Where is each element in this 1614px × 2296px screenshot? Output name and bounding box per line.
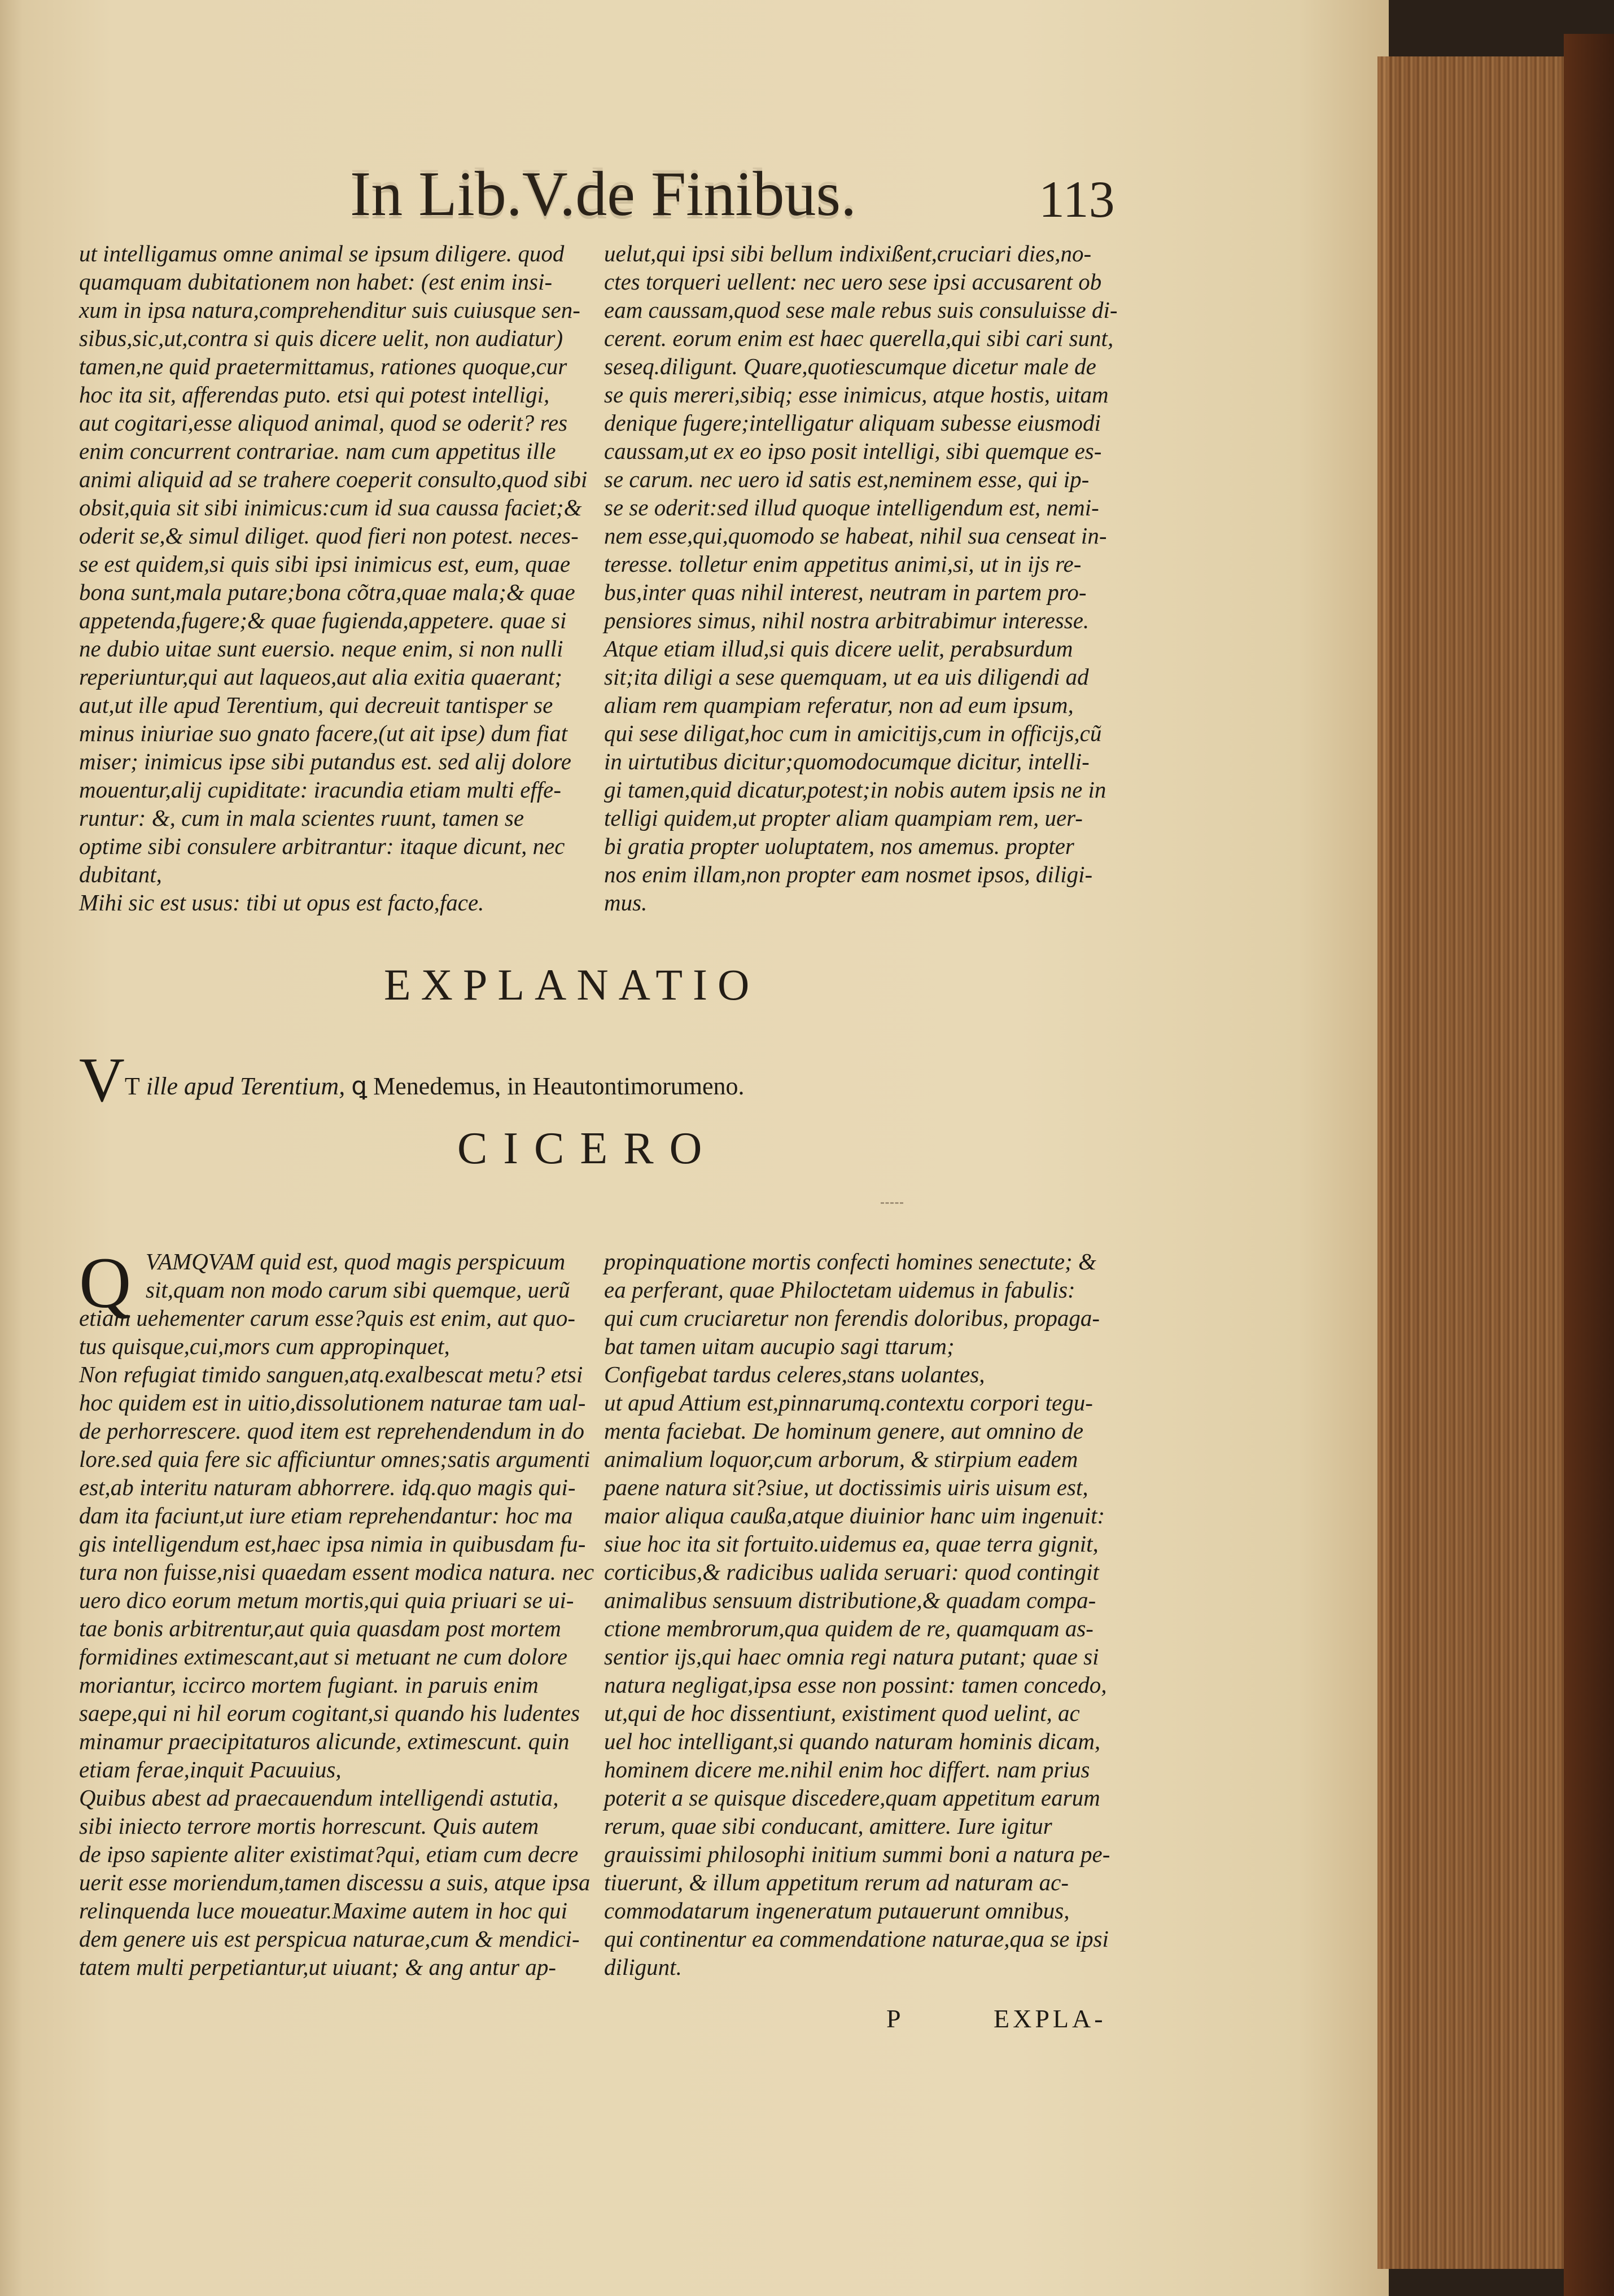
text-line: rerum, quae sibi conducant, amittere. Iure igitur bbox=[604, 1813, 1052, 1839]
text-line: est,ab interitu naturam abhorrere. idq.quo magis qui- bbox=[79, 1474, 576, 1500]
text-line: se quis mereri,sibiq; esse inimicus, atque hostis, uitam bbox=[604, 382, 1109, 408]
text-line: seseq.diligunt. Quare,quotiescumque dicetur male de bbox=[604, 353, 1096, 379]
text-line: tatem multi perpetiantur,ut uiuant; & ang antur ap- bbox=[79, 1954, 557, 1980]
heading-cicero: CICERO bbox=[457, 1124, 718, 1173]
text-line: pensiores simus, nihil nostra arbitrabimur interesse. bbox=[604, 607, 1090, 633]
text-line: ctes torqueri uellent: nec uero sese ipsi accusarent ob bbox=[604, 269, 1102, 295]
text-line: Non refugiat timido sanguen,atq.exalbescat metu? etsi bbox=[79, 1361, 583, 1387]
text-line: enim concurrent contrariae. nam cum appetitus ille bbox=[79, 438, 556, 464]
text-line: commodatarum ingeneratum putauerunt omnibus, bbox=[604, 1898, 1070, 1923]
text-line: Quibus abest ad praecauendum intelligendi astutia, bbox=[79, 1785, 559, 1811]
text-line: uero dico eorum metum mortis,qui quia priuari se ui- bbox=[79, 1587, 574, 1613]
text-line: uerit esse moriendum,tamen discessu a suis, atque ipsa bbox=[79, 1869, 591, 1895]
text-line: maior aliqua caußa,atque diuinior hanc uim ingenuit: bbox=[604, 1502, 1105, 1528]
text-line: relinquenda luce moueatur.Maxime autem in hoc qui bbox=[79, 1898, 567, 1923]
text-line: dubitant, bbox=[79, 861, 162, 887]
text-line: sit;ita diligi a sese quemquam, ut ea uis diligendi ad bbox=[604, 664, 1089, 690]
text-line: denique fugere;intelligatur aliquam subesse eiusmodi bbox=[604, 410, 1101, 436]
text-line: qui continentur ea commendatione naturae,qua se ipsi bbox=[604, 1926, 1109, 1952]
text-line: optime sibi consulere arbitrantur: itaque dicunt, nec bbox=[79, 833, 565, 859]
text-line: ut intelligamus omne animal se ipsum diligere. quod bbox=[79, 240, 565, 266]
text-line: hoc quidem est in uitio,dissolutionem naturae tam ual- bbox=[79, 1390, 586, 1416]
text-line: bona sunt,mala putare;bona cõtra,quae mala;& quae bbox=[79, 579, 575, 605]
text-line: grauissimi philosophi initium summi boni a natura pe- bbox=[604, 1841, 1110, 1867]
text-line: mus. bbox=[604, 890, 648, 915]
text-line: sibus,sic,ut,contra si quis dicere uelit, non audiatur) bbox=[79, 325, 563, 351]
text-line: sibi iniecto terrore mortis horrescunt. Quis autem bbox=[79, 1813, 539, 1839]
text-line: ut apud Attium est,pinnarumq.contextu corpori tegu- bbox=[604, 1390, 1093, 1416]
explanatio-roman: ꝗ Menedemus, in Heautontimorumeno. bbox=[345, 1072, 745, 1100]
text-line: appetenda,fugere;& quae fugienda,appetere. quae si bbox=[79, 607, 567, 633]
text-line: gis intelligendum est,haec ipsa nimia in quibusdam fu- bbox=[79, 1531, 586, 1557]
text-line: dem genere uis est perspicua naturae,cum & mendici- bbox=[79, 1926, 580, 1952]
text-line: aut cogitari,esse aliquod animal, quod se oderit? res bbox=[79, 410, 568, 436]
text-line: reperiuntur,qui aut laqueos,aut alia exitia quaerant; bbox=[79, 664, 562, 690]
page-number: 113 bbox=[1039, 170, 1115, 228]
text-line: siue hoc ita sit fortuito.uidemus ea, quae terra gignit, bbox=[604, 1531, 1099, 1557]
text-line: dam ita faciunt,ut iure etiam reprehendantur: hoc ma bbox=[79, 1502, 573, 1528]
text-line: tiuerunt, & illum appetitum rerum ad naturam ac- bbox=[604, 1869, 1069, 1895]
text-line: formidines extimescant,aut si metuant ne cum dolore bbox=[79, 1644, 568, 1670]
text-line: ea perferant, quae Philoctetam uidemus in fabulis: bbox=[604, 1277, 1075, 1303]
text-line: minamur praecipitaturos alicunde, extimescunt. quin bbox=[79, 1728, 570, 1754]
first-line-text: VAMQVAM quid est, quod magis perspicuum bbox=[146, 1248, 566, 1274]
catchword: EXPLA- bbox=[994, 2004, 1106, 2033]
book-cover bbox=[1564, 34, 1614, 2296]
text-line: Mihi sic est usus: tibi ut opus est facto,face. bbox=[79, 890, 484, 915]
drop-cap: Q bbox=[79, 1243, 132, 1323]
text-line: propinquatione mortis confecti homines senectute; & bbox=[604, 1248, 1096, 1274]
text-line: quamquam dubitationem non habet: (est enim insi- bbox=[79, 269, 553, 295]
text-line: runtur: &, cum in mala scientes ruunt, tamen se bbox=[79, 805, 524, 831]
text-line: se se oderit:sed illud quoque intelligendum est, nemi- bbox=[604, 494, 1099, 520]
text-line: tura non fuisse,nisi quaedam essent modica natura. nec bbox=[79, 1559, 594, 1585]
text-line: lore.sed quia fere sic afficiuntur omnes;satis argumenti bbox=[79, 1446, 591, 1472]
text-line: etiam uehementer carum esse?quis est enim, aut quo- bbox=[79, 1305, 576, 1331]
text-line: tus quisque,cui,mors cum appropinquet, bbox=[79, 1333, 450, 1359]
text-line: etiam ferae,inquit Pacuuius, bbox=[79, 1756, 342, 1782]
running-head: In Lib.V.de Finibus. bbox=[350, 159, 857, 229]
text-line: qui cum cruciaretur non ferendis doloribus, propaga- bbox=[604, 1305, 1100, 1331]
explanatio-small-caps: T bbox=[124, 1072, 140, 1100]
decorative-dashes bbox=[881, 1202, 903, 1206]
text-line: teresse. tolletur enim appetitus animi,si, ut in ijs re- bbox=[604, 551, 1082, 577]
text-line: de ipso sapiente aliter existimat?qui, etiam cum decre bbox=[79, 1841, 579, 1867]
text-line: animalibus sensuum distributione,& quadam compa- bbox=[604, 1587, 1096, 1613]
bottom-left-column bbox=[79, 1243, 594, 1998]
text-line: poterit a se quisque discedere,quam appetitum earum bbox=[604, 1785, 1100, 1811]
text-line: obsit,quia sit sibi inimicus:cum id sua caussa faciet;& bbox=[79, 494, 582, 520]
text-line: ctione membrorum,qua quidem de re, quamquam as- bbox=[604, 1615, 1094, 1641]
text-line: gi tamen,quid dicatur,potest;in nobis autem ipsis ne in bbox=[604, 777, 1106, 803]
text-line: sit,quam non modo carum sibi quemque, uerũ bbox=[146, 1277, 570, 1303]
text-line: Configebat tardus celeres,stans uolantes, bbox=[604, 1361, 985, 1387]
text-line: cerent. eorum enim est haec querella,qui sibi cari sunt, bbox=[604, 325, 1114, 351]
text-line: telligi quidem,ut propter aliam quampiam rem, uer- bbox=[604, 805, 1083, 831]
text-line: menta faciebat. De hominum genere, aut omnino de bbox=[604, 1418, 1084, 1444]
text-line: bi gratia propter uoluptatem, nos amemus. propter bbox=[604, 833, 1074, 859]
explanatio-italic: ille apud Terentium, bbox=[139, 1072, 345, 1100]
text-line: xum in ipsa natura,comprehenditur suis cuiusque sen- bbox=[79, 297, 580, 323]
text-line: se carum. nec uero id satis est,neminem esse, qui ip- bbox=[604, 466, 1090, 492]
text-line: mouentur,alij cupiditate: iracundia etiam multi effe- bbox=[79, 777, 562, 803]
explanatio-initial: V bbox=[79, 1045, 125, 1115]
text-line: tae bonis arbitrentur,aut quia quasdam post mortem bbox=[79, 1615, 561, 1641]
text-line: hominem dicere me.nihil enim hoc differt. nam prius bbox=[604, 1756, 1090, 1782]
explanatio-text bbox=[79, 1044, 1152, 1115]
text-line: natura negligat,ipsa esse non possint: tamen concedo, bbox=[604, 1672, 1107, 1698]
top-right-column bbox=[604, 239, 1129, 928]
text-line: bat tamen uitam aucupio sagi ttarum; bbox=[604, 1333, 955, 1359]
text-line: in uirtutibus dicitur;quomodocumque dicitur, intelli- bbox=[604, 748, 1090, 774]
text-line: animi aliquid ad se trahere coeperit consulto,quod sibi bbox=[79, 466, 588, 492]
text-line: miser; inimicus ipse sibi putandus est. sed alij dolore bbox=[79, 748, 571, 774]
text-line: uelut,qui ipsi sibi bellum indixißent,cruciari dies,no- bbox=[604, 240, 1092, 266]
text-line: diligunt. bbox=[604, 1954, 682, 1980]
text-line: oderit se,& simul diliget. quod fieri non potest. neces- bbox=[79, 523, 579, 549]
text-line: corticibus,& radicibus ualida seruari: quod contingit bbox=[604, 1559, 1099, 1585]
text-line: uel hoc intelligant,si quando naturam hominis dicam, bbox=[604, 1728, 1101, 1754]
text-line: qui sese diligat,hoc cum in amicitijs,cum in officijs,cũ bbox=[604, 720, 1102, 746]
text-line: nem esse,qui,quomodo se habeat, nihil sua censeat in- bbox=[604, 523, 1107, 549]
text-line: aliam rem quampiam referatur, non ad eum ipsum, bbox=[604, 692, 1074, 718]
text-line: caussam,ut ex eo ipso posit intelligi, sibi quemque es- bbox=[604, 438, 1102, 464]
text-line: de perhorrescere. quod item est reprehendendum in do bbox=[79, 1418, 584, 1444]
text-line: minus iniuriae suo gnato facere,(ut ait ipse) dum fiat bbox=[79, 720, 568, 746]
text-line: saepe,qui ni hil eorum cogitant,si quando his ludentes bbox=[79, 1700, 580, 1726]
text-line: sentior ijs,qui haec omnia regi natura putant; quae si bbox=[604, 1644, 1099, 1670]
text-line: se est quidem,si quis sibi ipsi inimicus est, eum, quae bbox=[79, 551, 571, 577]
text-line: hoc ita sit, afferendas puto. etsi qui potest intelligi, bbox=[79, 382, 550, 408]
text-line: animalium loquor,cum arborum, & stirpium eadem bbox=[604, 1446, 1078, 1472]
text-line: nos enim illam,non propter eam nosmet ipsos, diligi- bbox=[604, 861, 1093, 887]
text-line: paene natura sit?siue, ut doctissimis uiris uisum est, bbox=[604, 1474, 1088, 1500]
text-line: tamen,ne quid praetermittamus, rationes quoque,cur bbox=[79, 353, 567, 379]
text-line: eam caussam,quod sese male rebus suis consuluisse di- bbox=[604, 297, 1118, 323]
text-line: moriantur, iccirco mortem fugiant. in paruis enim bbox=[79, 1672, 539, 1698]
text-line: aut,ut ille apud Terentium, qui decreuit tantisper se bbox=[79, 692, 553, 718]
bottom-right-column bbox=[604, 1247, 1129, 1998]
text-line: Atque etiam illud,si quis dicere uelit, perabsurdum bbox=[604, 636, 1073, 661]
top-left-column bbox=[79, 239, 587, 928]
page-edges bbox=[1377, 56, 1569, 2269]
text-line: ut,qui de hoc dissentiunt, existiment quod uelint, ac bbox=[604, 1700, 1080, 1726]
text-line: ne dubio uitae sunt euersio. neque enim, si non nulli bbox=[79, 636, 563, 661]
heading-explanatio: EXPLANATIO bbox=[384, 960, 760, 1009]
text-line: bus,inter quas nihil interest, neutram in partem pro- bbox=[604, 579, 1087, 605]
signature-mark: P bbox=[886, 2004, 901, 2033]
